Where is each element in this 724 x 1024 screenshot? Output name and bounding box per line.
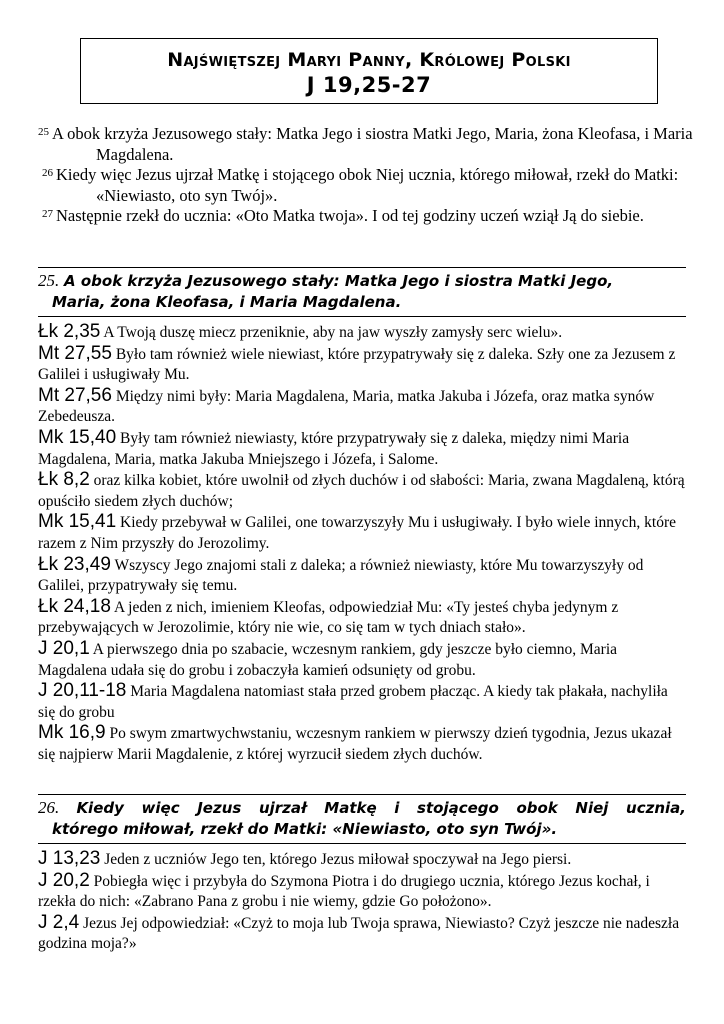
reference-entry	[38, 386, 688, 428]
section-heading-line	[38, 819, 686, 840]
reference-entry	[38, 555, 688, 597]
reference-text: A pierwszego dnia po szabacie, wczesnym rankiem, gdy jeszcze było ciemno, Maria Magdalena udała się do grobu i zobaczyła kamień odsunięty od grobu.	[38, 640, 618, 679]
gospel-text	[38, 124, 698, 227]
reference-text: Maria Magdalena natomiast stała przed grobem płacząc. A kiedy tak płakała, nachyliła się do grobu	[38, 683, 668, 721]
reference-label: J 20,11-18	[38, 680, 127, 702]
reference-entry	[38, 871, 688, 913]
section-heading-line	[38, 797, 686, 819]
gospel-verse	[38, 165, 698, 206]
verse-text: Kiedy więc Jezus ujrzał Matkę i stojącego obok Niej ucznia, którego miłował, rzekł do Matki: «Niewiasto, oto syn Twój».	[56, 165, 679, 205]
reference-label: Mk 16,9	[38, 722, 106, 744]
section-number: 25.	[38, 271, 60, 290]
reference-label: J 20,2	[38, 869, 90, 891]
reference-label: J 13,23	[38, 848, 101, 869]
section-heading-text: A obok krzyża Jezusowego stały: Matka Jego i siostra Matki Jego,	[64, 272, 614, 290]
cross-references-26	[38, 849, 688, 955]
verse-text: A obok krzyża Jezusowego stały: Matka Jego i siostra Matki Jego, Maria, żona Kleofasa, i Maria Magdalena.	[52, 124, 693, 164]
reference-entry	[38, 512, 688, 554]
section-number: 26.	[38, 798, 60, 817]
section-heading-26	[38, 794, 686, 844]
reference-label: Mt 27,55	[38, 342, 112, 364]
verse-number: 25	[38, 126, 49, 138]
section-heading-line	[38, 270, 686, 292]
section-heading-25	[38, 267, 686, 317]
reference-entry	[38, 913, 688, 955]
reference-label: J 20,1	[38, 637, 90, 659]
reference-text: Było tam również wiele niewiast, które przypatrywały się z daleka. Szły one za Jezusem z Galilei i usługiwały Mu.	[38, 345, 676, 384]
reference-label: J 2,4	[38, 911, 80, 933]
reference-label: Mk 15,41	[38, 511, 117, 533]
reference-text: A jeden z nich, imieniem Kleofas, odpowiedział Mu: «Ty jesteś chyba jedynym z przebywających w Jerozolimie, który nie wie, co się tam w tych dniach stało».	[38, 598, 619, 637]
reference-entry	[38, 723, 688, 765]
reference-entry	[38, 639, 688, 681]
gospel-reference: J 19,25-27	[306, 73, 432, 97]
verse-number: 26	[42, 167, 53, 179]
reference-text: Pobiegła więc i przybyła do Szymona Piotra i do drugiego ucznia, którego Jezus kochał, i rzekła do nich: «Zabrano Pana z grobu i nie wiemy, gdzie Go położono».	[38, 872, 650, 911]
reference-label: Łk 8,2	[38, 469, 90, 491]
verse-text: Następnie rzekł do ucznia: «Oto Matka twoja». I od tej godziny uczeń wziął Ją do siebie.	[56, 206, 644, 225]
reference-text: oraz kilka kobiet, które uwolnił od złych duchów i od słabości: Maria, zwana Magdaleną, którą opuściło siedem złych duchów;	[38, 472, 685, 510]
reference-entry	[38, 344, 688, 386]
section-heading-text: Kiedy więc Jezus ujrzał Matkę i stojącego obok Niej ucznia,	[76, 799, 686, 817]
reference-entry	[38, 428, 688, 470]
reference-label: Mt 27,56	[38, 384, 112, 406]
reference-entry	[38, 681, 688, 723]
gospel-verse	[38, 206, 698, 227]
section-heading-text: którego miłował, rzekł do Matki: «Niewiasto, oto syn Twój».	[52, 820, 558, 838]
reference-entry	[38, 470, 688, 512]
section-heading-text: Maria, żona Kleofasa, i Maria Magdalena.	[52, 293, 402, 311]
reference-text: Były tam również niewiasty, które przypatrywały się z daleka, między nimi Maria Magdalena, Maria, matka Jakuba Mniejszego i Józefa, i Salome.	[38, 429, 630, 468]
reference-entry	[38, 322, 688, 344]
reference-label: Mk 15,40	[38, 426, 117, 448]
page-title: Najświętszej Maryi Panny, Królowej Polski	[167, 49, 571, 71]
reference-text: Kiedy przebywał w Galilei, one towarzyszyły Mu i usługiwały. I było wiele innych, które razem z Nim przyszły do Jerozolimy.	[38, 514, 677, 552]
gospel-verse	[38, 124, 698, 165]
title-box	[80, 38, 658, 104]
reference-label: Łk 24,18	[38, 595, 111, 617]
reference-text: Po swym zmartwychwstaniu, wczesnym rankiem w pierwszy dzień tygodnia, Jezus ukazał się najpierw Marii Magdalenie, z której wyrzucił siedem złych duchów.	[38, 725, 672, 763]
cross-references-25	[38, 322, 688, 765]
reference-text: Jeden z uczniów Jego ten, którego Jezus miłował spoczywał na Jego piersi.	[104, 851, 572, 868]
reference-text: A Twoją duszę miecz przeniknie, aby na jaw wyszły zamysły serc wielu».	[103, 324, 563, 341]
reference-label: Łk 2,35	[38, 321, 101, 342]
reference-label: Łk 23,49	[38, 553, 111, 575]
reference-text: Wszyscy Jego znajomi stali z daleka; a również niewiasty, które Mu towarzyszyły od Galilei, przypatrywały się temu.	[38, 556, 644, 595]
reference-text: Między nimi były: Maria Magdalena, Maria, matka Jakuba i Józefa, oraz matka synów Zebedeusza.	[38, 387, 655, 426]
verse-number: 27	[42, 208, 53, 220]
reference-entry	[38, 597, 688, 639]
reference-text: Jezus Jej odpowiedział: «Czyż to moja lub Twoja sprawa, Niewiasto? Czyż jeszcze nie nadeszła godzina moja?»	[38, 914, 680, 953]
section-heading-line	[38, 292, 686, 313]
reference-entry	[38, 849, 688, 871]
